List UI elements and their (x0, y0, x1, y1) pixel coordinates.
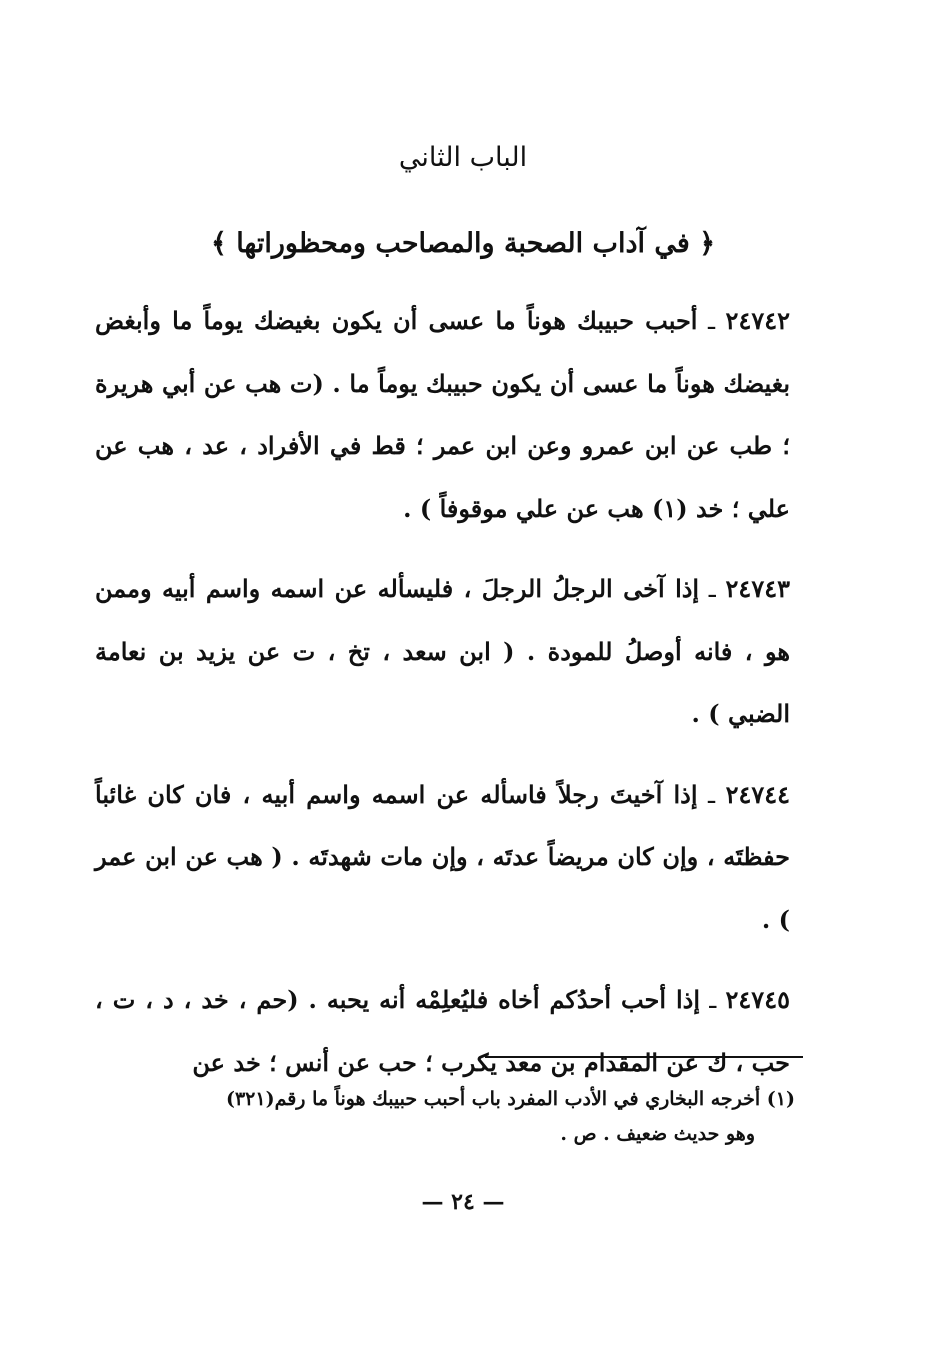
hadith-dash: ـ (700, 986, 717, 1014)
hadith-text: إذا آخيتَ رجلاً فاسأله عن اسمه واسم أبيه ، فان كان غائباً حفظتَه ، وإن كان مريضاً عدتَه ، وإن مات شهدتَه . ( هب عن ابن عمر ) . (95, 779, 790, 934)
hadith-number: ٢٤٧٤٢ (725, 306, 790, 335)
hadith-number: ٢٤٧٤٥ (725, 985, 790, 1014)
chapter-title: الباب الثاني (398, 142, 528, 173)
page-number: — ٢٤ — (421, 1189, 505, 1215)
hadith-text: أحبب حبيبك هوناً ما عسى أن يكون بغيضك يوماً ما وأبغض بغيضك هوناً ما عسى أن يكون حبيبك يوماً ما . (ت هب عن أبي هريرة ؛ طب عن ابن عمرو وعن ابن عمر ؛ قط في الأفراد ، عد ، هب عن علي ؛ خد (١) هب عن علي موقوفاً ) . (95, 306, 791, 523)
hadith-list (95, 290, 790, 1112)
section-title: ﴿ في آداب الصحبة والمصاحب ومحظوراتها ﴾ (210, 228, 716, 259)
hadith-dash: ـ (699, 575, 716, 603)
hadith-entry (95, 290, 790, 540)
hadith-text: إذا آخى الرجلُ الرجلَ ، فليسأله عن اسمه واسم أبيه وممن هو ، فانه أوصلُ للمودة . ( ابن سعد ، تخ ، ت عن يزيد بن نعامة الضبي ) . (95, 574, 790, 728)
hadith-entry (95, 764, 790, 952)
hadith-number: ٢٤٧٤٤ (725, 779, 791, 809)
hadith-dash: ـ (697, 780, 716, 809)
hadith-number: ٢٤٧٤٣ (725, 574, 790, 603)
footnote-line: وهو حديث ضعيف . ص . (560, 1123, 755, 1145)
hadith-dash: ـ (697, 307, 716, 335)
footnote (95, 1082, 795, 1152)
footnote-divider (485, 1056, 803, 1058)
hadith-entry (95, 969, 790, 1094)
hadith-entry (95, 558, 790, 746)
footnote-line: (١) أخرجه البخاري في الأدب المفرد باب أحبب حبيبك هوناً ما رقم(٣٢١) (225, 1088, 795, 1110)
hadith-text: إذا أحب أحدُكم أخاه فليُعلِمْه أنه يحبه . (حم ، خد ، د ، ت ، حب ، ك عن المقدام بن معد يكرب ؛ حب عن أنس ؛ خد عن (95, 985, 790, 1077)
